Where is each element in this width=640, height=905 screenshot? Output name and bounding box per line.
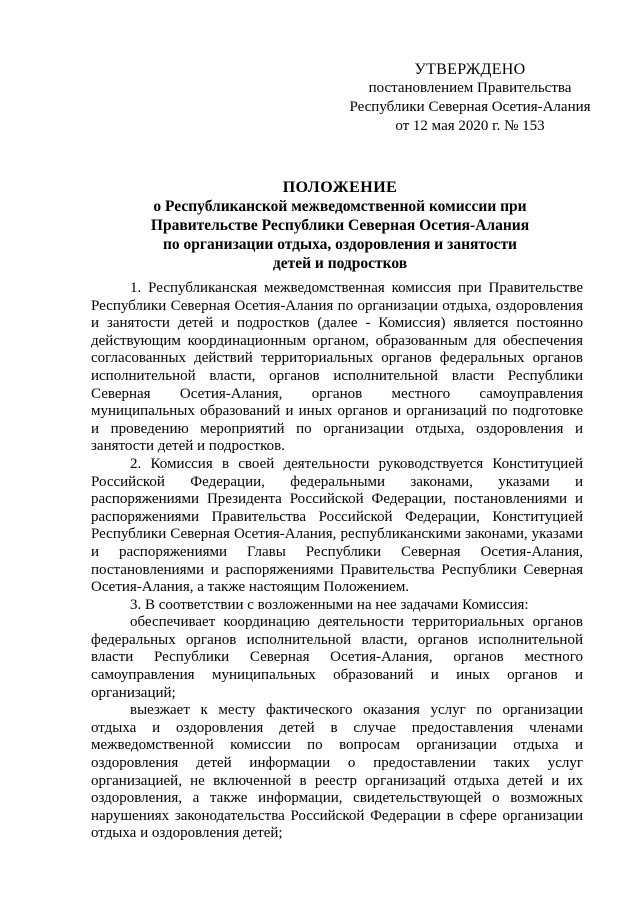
paragraph: 2. Комиссия в своей деятельности руководствуется Конституцией Российской Федерации, федеральными законами, указами и распоряжениями Президента Российской Федерации, постановлениями и распоряжениями Правительства Российской Федерации, Конституцией Республики Северная Осетия-Алания, республиканскими законами, указами и распоряжениями Главы Республики Северная Осетия-Алания, постановлениями и распоряжениями Правительства Республики Северная Осетия-Алания, а также настоящим Положением. <box>91 455 583 596</box>
document-subtitle-line: о Республиканской межведомственной комиссии при <box>153 198 527 215</box>
approval-date-line: от 12 мая 2020 г. № 153 <box>395 118 545 134</box>
document-subtitle-line: по организации отдыха, оздоровления и занятости <box>163 236 517 253</box>
document-subtitle-line: Правительстве Республики Северная Осетия-Алания <box>150 217 530 234</box>
approval-line: постановлением Правительства <box>368 80 572 96</box>
document-body <box>91 280 583 843</box>
paragraph: обеспечивает координацию деятельности территориальных органов федеральных органов исполнительной власти, органов исполнительной власти Республики Северная Осетия-Алания, органов местного самоуправления муниципальных образований и иных органов и организаций; <box>91 614 583 701</box>
approval-heading: УТВЕРЖДЕНО <box>414 61 526 78</box>
paragraph: выезжает к месту фактического оказания услуг по организации отдыха и оздоровления детей в случае предоставления членами межведомственной комиссии по вопросам организации отдыха и оздоровления детей информации о предоставлении таких услуг организацией, не включенной в реестр организаций отдыха детей и их оздоровления, а также информации, свидетельствующей о возможных нарушениях законодательства Российской Федерации в сфере организации отдыха и оздоровления детей; <box>91 702 583 842</box>
document-subtitle-line: детей и подростков <box>272 255 408 272</box>
document-title: ПОЛОЖЕНИЕ <box>282 179 398 196</box>
paragraph: 1. Республиканская межведомственная комиссия при Правительстве Республики Северная Осетия-Алания по организации отдыха, оздоровления и занятости детей и подростков (далее - Комиссия) является постоянно действующим координационным органом, образованным для обеспечения согласованных действий территориальных органов федеральных органов исполнительной власти, органов исполнительной власти Республики Северная Осетия-Алания, органов местного самоуправления муниципальных образований и иных органов и организаций по подготовке и проведению мероприятий по организации отдыха, оздоровления и занятости детей и подростков. <box>91 280 583 455</box>
paragraph: 3. В соответствии с возложенными на нее задачами Комиссия: <box>130 596 529 613</box>
approval-stamp <box>340 60 600 136</box>
approval-line: Республики Северная Осетия-Алания <box>349 99 591 115</box>
document-title-block <box>90 178 590 273</box>
